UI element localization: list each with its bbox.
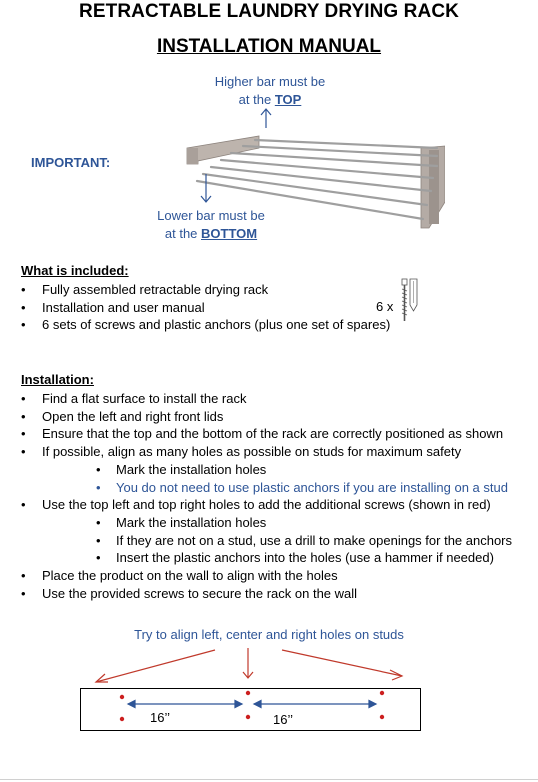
- list-item: • You do not need to use plastic anchors if you are installing on a stud: [21, 479, 512, 497]
- document-title: RETRACTABLE LAUNDRY DRYING RACK: [79, 1, 459, 22]
- list-item: • Open the left and right front lids: [21, 408, 512, 426]
- screw-and-anchor-icon: [398, 277, 420, 323]
- bottom-note-prefix: at the: [164, 226, 202, 241]
- list-item: • Use the top left and top right holes to add the additional screws (shown in red): [21, 496, 512, 514]
- quantity-label: 6 x: [376, 299, 394, 314]
- stud-alignment-note: Try to align left, center and right holes on studs: [134, 627, 404, 642]
- list-item: • Mark the installation holes: [21, 514, 512, 532]
- page-bottom-divider: [0, 779, 538, 780]
- bottom-note-line1: Lower bar must be: [157, 208, 265, 223]
- hole-layout-diagram: [80, 688, 421, 731]
- down-arrow-icon: [201, 174, 211, 202]
- list-item: • 6 sets of screws and plastic anchors (plus one set of spares): [21, 316, 390, 334]
- up-arrow-icon: [261, 109, 271, 128]
- list-item: • If possible, align as many holes as possible on studs for maximum safety: [21, 443, 512, 461]
- included-list: [21, 281, 390, 334]
- included-heading: What is included:: [21, 263, 129, 278]
- top-note-prefix: at the: [238, 92, 275, 107]
- installation-list: [21, 390, 512, 602]
- list-item: • Mark the installation holes: [21, 461, 512, 479]
- top-note-emphasis: TOP: [274, 92, 302, 107]
- list-item: • Use the provided screws to secure the rack on the wall: [21, 585, 512, 603]
- list-item: • Ensure that the top and the bottom of the rack are correctly positioned as shown: [21, 425, 512, 443]
- document-subtitle: INSTALLATION MANUAL: [156, 36, 382, 57]
- list-item: • Insert the plastic anchors into the holes (use a hammer if needed): [21, 549, 512, 567]
- installation-heading: Installation:: [21, 372, 94, 387]
- top-note-line1: Higher bar must be: [214, 74, 326, 89]
- top-bar-note: [170, 73, 370, 109]
- list-item: • Find a flat surface to install the rack: [21, 390, 512, 408]
- list-item: • If they are not on a stud, use a drill to make openings for the anchors: [21, 532, 512, 550]
- list-item: • Place the product on the wall to align with the holes: [21, 567, 512, 585]
- list-item: • Installation and user manual: [21, 299, 390, 317]
- bottom-bar-note: [131, 207, 291, 243]
- important-label: IMPORTANT:: [31, 155, 111, 170]
- left-spacing-label: 16’’: [150, 710, 171, 725]
- bottom-note-line2: [131, 225, 291, 243]
- stud-pointer-arrows: [90, 644, 410, 686]
- list-item: • Fully assembled retractable drying rack: [21, 281, 390, 299]
- bottom-note-emphasis: BOTTOM: [201, 226, 258, 241]
- right-spacing-label: 16’’: [273, 712, 294, 727]
